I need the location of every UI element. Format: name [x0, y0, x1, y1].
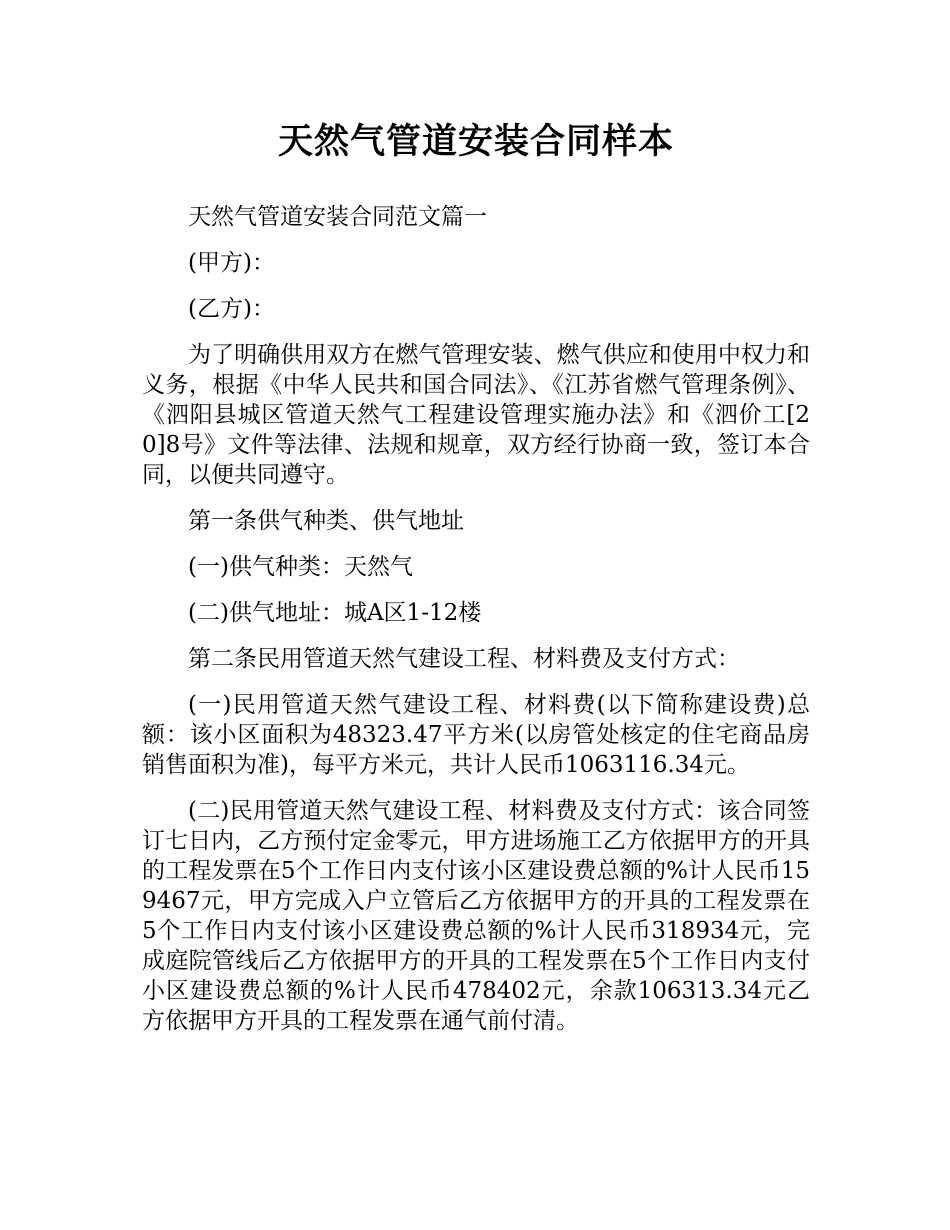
paragraph-gas-type: (一)供气种类：天然气 [188, 554, 413, 580]
paragraph-article-2: 第二条民用管道天然气建设工程、材料费及支付方式： [188, 646, 740, 672]
paragraph-party-a: (甲方)： [188, 250, 275, 276]
paragraph-article-1: 第一条供气种类、供气地址 [188, 508, 464, 534]
paragraph-party-b: (乙方)： [188, 296, 275, 322]
document-title: 天然气管道安装合同样本 [277, 122, 674, 162]
document-page [142, 118, 810, 1052]
paragraph-total-cost: (一)民用管道天然气建设工程、材料费(以下简称建设费)总额：该小区面积为48323.47平方米(以房管处核定的住宅商品房销售面积为准)，每平方米元，共计人民币1063116.34元。 [142, 692, 810, 778]
paragraph-preamble: 为了明确供用双方在燃气管理安装、燃气供应和使用中权力和义务，根据《中华人民共和国合同法》、《江苏省燃气管理条例》、《泗阳县城区管道天然气工程建设管理实施办法》和《泗价工[20]8号》文件等法律、法规和规章，双方经行协商一致，签订本合同，以便共同遵守。 [142, 342, 810, 488]
paragraph-gas-address: (二)供气地址：城A区1-12楼 [188, 600, 482, 626]
paragraph-section-heading: 天然气管道安装合同范文篇一 [188, 204, 487, 230]
paragraph-payment-terms: (二)民用管道天然气建设工程、材料费及支付方式：该合同签订七日内，乙方预付定金零元，甲方进场施工乙方依据甲方的开具的工程发票在5个工作日内支付该小区建设费总额的%计人民币159467元，甲方完成入户立管后乙方依据甲方的开具的工程发票在5个工作日内支付该小区建设费总额的%计人民币318934元，完成庭院管线后乙方依据甲方的开具的工程发票在5个工作日内支付小区建设费总额的%计人民币478402元，余款106313.34元乙方依据甲方开具的工程发票在通气前付清。 [142, 798, 810, 1034]
